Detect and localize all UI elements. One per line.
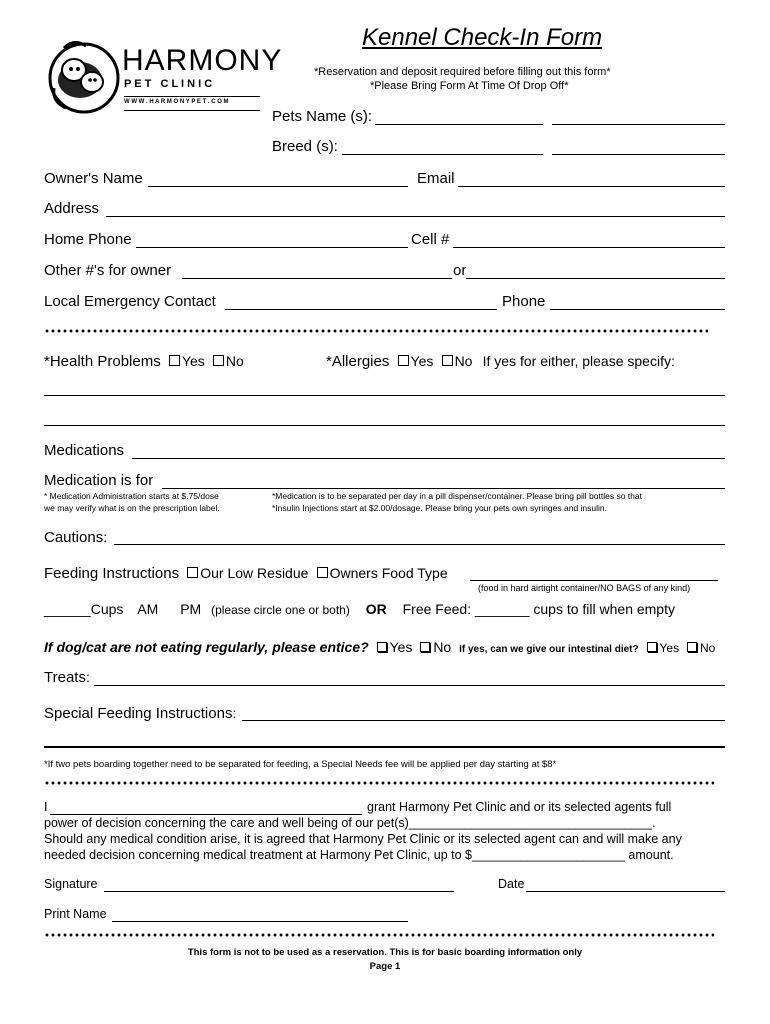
- entice-no-checkbox[interactable]: [420, 642, 430, 652]
- breed-field-1[interactable]: [342, 154, 543, 155]
- pets-name-field-2[interactable]: [552, 124, 725, 125]
- emergency-contact-field[interactable]: [225, 309, 497, 310]
- special-feeding-label: Special Feeding Instructions: [44, 705, 233, 722]
- intestinal-no-label: No: [699, 641, 716, 655]
- cups-label: Cups: [90, 601, 124, 617]
- medications-label: Medications: [44, 442, 125, 459]
- or-label: or: [453, 262, 467, 279]
- owner-name-field[interactable]: [148, 186, 408, 187]
- page-number: Page 1: [369, 961, 401, 972]
- cups-blank[interactable]: ______: [44, 601, 91, 617]
- other-numbers-label: Other #'s for owner: [44, 262, 172, 279]
- or-option-label: OR: [365, 601, 387, 617]
- cell-field[interactable]: [453, 247, 725, 248]
- allergies-no-label: No: [454, 353, 473, 369]
- emergency-phone-label: Phone: [502, 293, 546, 310]
- separated-feeding-note: *If two pets boarding together need to be separated for feeding, a Special Needs fee will be applied per day starting at $8*: [44, 759, 557, 770]
- special-feeding-field-2[interactable]: [44, 746, 725, 748]
- specify-label: If yes for either, please specify:: [482, 353, 675, 369]
- reservation-note: *Reservation and deposit required before filling out this form*: [314, 66, 611, 78]
- circle-note: (please circle one or both): [211, 603, 350, 617]
- consent-line-3: Should any medical condition arise, it is agreed that Harmony Pet Clinic or its selected agent can and will make any: [44, 832, 682, 846]
- allergies-no-checkbox[interactable]: [442, 355, 453, 366]
- bring-form-note: *Please Bring Form At Time Of Drop Off*: [370, 80, 569, 92]
- emergency-phone-field[interactable]: [550, 309, 725, 310]
- medication-note-left-1: * Medication Administration starts at $.75/dose: [44, 491, 219, 501]
- owners-food-checkbox[interactable]: [317, 567, 328, 578]
- allergies-yes-checkbox[interactable]: [398, 355, 409, 366]
- email-field[interactable]: [458, 186, 725, 187]
- signature-label: Signature: [44, 877, 98, 891]
- home-phone-field[interactable]: [136, 247, 408, 248]
- entice-question: If dog/cat are not eating regularly, please entice?: [44, 639, 369, 655]
- cell-label: Cell #: [411, 231, 450, 248]
- food-container-note: (food in hard airtight container/NO BAGS of any kind): [478, 583, 691, 593]
- medication-note-right-1: *Medication is to be separated per day in a pill dispenser/container. Please bring pill bottles so that: [272, 491, 642, 501]
- other-numbers-field-1[interactable]: [182, 278, 452, 279]
- owner-name-label: Owner's Name: [44, 170, 143, 187]
- print-name-field[interactable]: [112, 921, 408, 922]
- cautions-label: Cautions: [44, 529, 104, 546]
- emergency-contact-label: Local Emergency Contact: [44, 293, 216, 310]
- health-yes-label: Yes: [181, 353, 205, 369]
- entice-yes-label: Yes: [389, 639, 413, 655]
- consent-name-field[interactable]: [50, 814, 362, 815]
- am-option[interactable]: AM: [137, 601, 159, 617]
- health-specify-field-1[interactable]: [44, 395, 725, 396]
- consent-i: I: [44, 800, 48, 814]
- dotted-divider: [44, 933, 714, 937]
- low-residue-checkbox[interactable]: [187, 567, 198, 578]
- clinic-subtitle: P E T C L I N I C: [124, 78, 213, 90]
- dotted-divider: [44, 781, 714, 785]
- form-title: Kennel Check-In Form: [362, 24, 603, 51]
- pets-name-field-1[interactable]: [375, 124, 543, 125]
- date-label: Date: [498, 877, 525, 891]
- pets-name-label: Pets Name (s):: [272, 108, 373, 125]
- entice-no-label: No: [433, 639, 452, 655]
- medication-note-left-2: we may verify what is on the prescription label.: [44, 503, 220, 513]
- consent-line-2: power of decision concerning the care and well being of our pet(s)___________________________________.: [44, 816, 656, 830]
- print-name-label: Print Name: [44, 907, 107, 921]
- signature-field[interactable]: [104, 891, 454, 892]
- treats-field[interactable]: [94, 685, 725, 686]
- clinic-url: W W W . H A R M O N Y P E T . C O M: [124, 99, 229, 105]
- medication-for-field[interactable]: [162, 488, 725, 489]
- allergies-label: *Allergies: [326, 353, 390, 370]
- dotted-divider: [44, 329, 708, 333]
- treats-label: Treats: [44, 669, 86, 686]
- consent-line-1: grant Harmony Pet Clinic and or its selected agents full: [367, 800, 672, 814]
- entice-yes-checkbox[interactable]: [377, 642, 387, 652]
- footer-note: This form is not to be used as a reservation. This is for basic boarding information only: [187, 947, 583, 958]
- email-label: Email: [417, 170, 455, 187]
- health-yes-checkbox[interactable]: [169, 355, 180, 366]
- cautions-field[interactable]: [114, 544, 725, 545]
- consent-line-4: needed decision concerning medical treatment at Harmony Pet Clinic, up to $______________________ amount.: [44, 848, 674, 862]
- medication-note-right-2: *Insulin Injections start at $2.00/dosage. Please bring your pets own syringes and insulin.: [272, 503, 608, 513]
- health-problems-label: *Health Problems: [44, 353, 161, 370]
- breed-field-2[interactable]: [552, 154, 725, 155]
- owners-food-field[interactable]: [470, 580, 718, 581]
- date-field[interactable]: [526, 891, 725, 892]
- intestinal-question: If yes, can we give our intestinal diet?: [459, 644, 639, 655]
- pm-option[interactable]: PM: [180, 601, 202, 617]
- pet-logo-icon: [44, 36, 124, 116]
- clinic-name: HARMONY: [122, 44, 283, 77]
- breed-label: Breed (s):: [272, 138, 338, 155]
- address-label: Address: [44, 200, 100, 217]
- health-no-checkbox[interactable]: [213, 355, 224, 366]
- owners-food-label: Owners Food Type: [329, 565, 448, 581]
- medications-field[interactable]: [132, 458, 725, 459]
- health-no-label: No: [225, 353, 244, 369]
- clinic-logo: [44, 36, 283, 116]
- address-field[interactable]: [106, 216, 725, 217]
- intestinal-yes-label: Yes: [659, 641, 680, 655]
- low-residue-label: Our Low Residue: [200, 565, 309, 581]
- free-feed-label: Free Feed: _______ cups to fill when empty: [402, 601, 675, 617]
- feeding-instructions-label: Feeding Instructions: [44, 565, 180, 582]
- intestinal-yes-checkbox[interactable]: [647, 642, 657, 652]
- other-numbers-field-2[interactable]: [466, 278, 725, 279]
- allergies-yes-label: Yes: [410, 353, 434, 369]
- home-phone-label: Home Phone: [44, 231, 132, 248]
- intestinal-no-checkbox[interactable]: [687, 642, 697, 652]
- health-specify-field-2[interactable]: [44, 425, 725, 426]
- medication-for-label: Medication is for: [44, 472, 154, 489]
- special-feeding-field-1[interactable]: [242, 720, 725, 721]
